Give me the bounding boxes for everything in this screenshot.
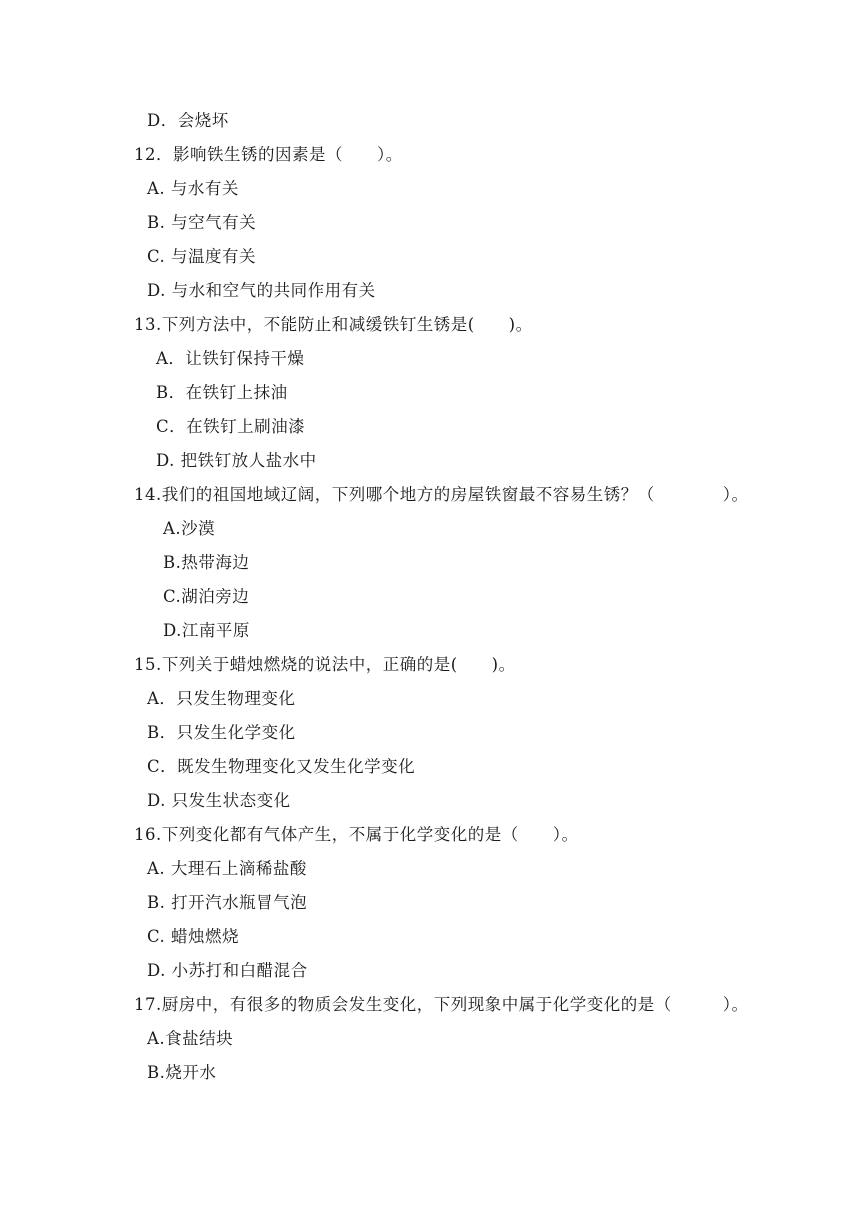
option-16-c: C. 蜡烛燃烧 (147, 927, 240, 946)
option-16-a: A. 大理石上滴稀盐酸 (147, 859, 307, 878)
option-13-d: D. 把铁钉放人盐水中 (156, 451, 317, 470)
option-14-d: D.江南平原 (163, 621, 250, 640)
option-15-a: A．只发生物理变化 (147, 689, 296, 708)
option-14-b: B.热带海边 (163, 553, 250, 572)
option-16-d: D. 小苏打和白醋混合 (147, 961, 308, 980)
option-13-c: C．在铁钉上刷油漆 (156, 417, 306, 436)
question-12: 12．影响铁生锈的因素是（ ）。 (134, 145, 403, 164)
question-14: 14.我们的祖国地域辽阔，下列哪个地方的房屋铁窗最不容易生锈？（ ）。 (134, 485, 749, 504)
option-13-a: A．让铁钉保持干燥 (156, 349, 305, 368)
question-13: 13.下列方法中，不能防止和减缓铁钉生锈是( )。 (134, 315, 533, 334)
option-15-d: D. 只发生状态变化 (147, 791, 291, 810)
option-12-b: B. 与空气有关 (147, 213, 257, 232)
option-12-c: C. 与温度有关 (147, 247, 257, 266)
option-15-c: C．既发生物理变化又发生化学变化 (147, 757, 416, 776)
option-17-b: B.烧开水 (147, 1063, 217, 1082)
option-14-c: C.湖泊旁边 (163, 587, 250, 606)
option-12-a: A. 与水有关 (147, 179, 239, 198)
option-17-a: A.食盐结块 (147, 1029, 234, 1048)
option-12-d: D. 与水和空气的共同作用有关 (147, 281, 376, 300)
option-14-a: A.沙漠 (163, 519, 216, 538)
option-16-b: B. 打开汽水瓶冒气泡 (147, 893, 308, 912)
question-17: 17.厨房中，有很多的物质会发生变化，下列现象中属于化学变化的是（ ）。 (134, 995, 749, 1014)
question-15: 15.下列关于蜡烛燃烧的说法中，正确的是( )。 (134, 655, 516, 674)
option-13-b: B．在铁钉上抹油 (156, 383, 288, 402)
option-11-d: D．会烧坏 (147, 111, 229, 130)
question-16: 16.下列变化都有气体产生，不属于化学变化的是（ ）。 (134, 825, 579, 844)
option-15-b: B．只发生化学变化 (147, 723, 296, 742)
